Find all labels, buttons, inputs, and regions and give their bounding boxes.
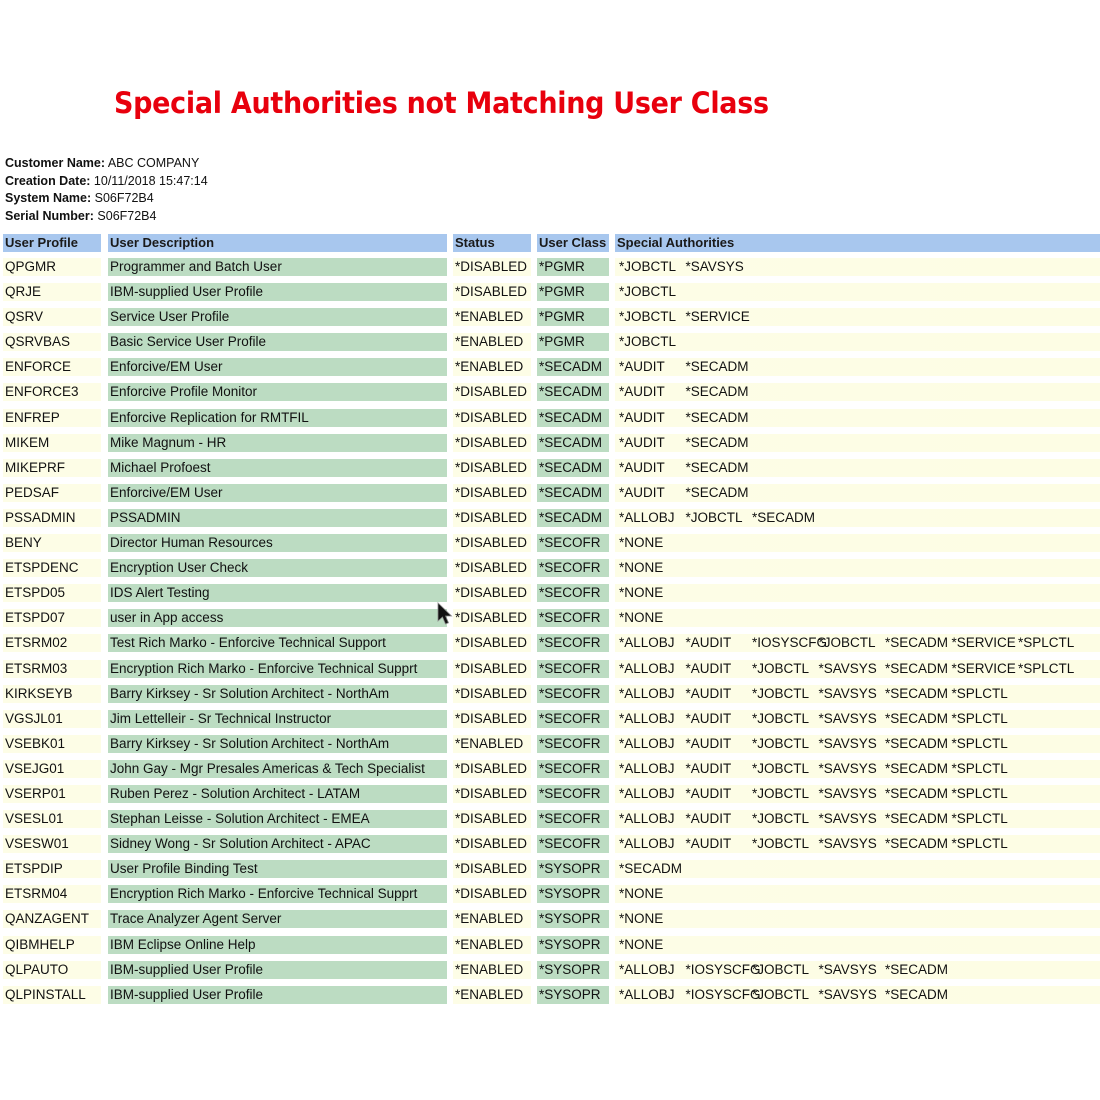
- special-authority: *SPLCTL: [951, 785, 1008, 801]
- user-class-cell: *SECOFR: [537, 609, 609, 627]
- status-cell: *DISABLED: [453, 258, 531, 276]
- user-description-cell: Barry Kirksey - Sr Solution Architect - NorthAm: [108, 685, 447, 703]
- user-profile-cell: ETSRM03: [3, 660, 101, 678]
- user-profile-cell: ETSRM04: [3, 885, 101, 903]
- special-authority: *JOBCTL: [685, 509, 743, 525]
- user-profile-cell: VSERP01: [3, 785, 101, 803]
- special-authorities-cell: [615, 559, 1100, 577]
- status-cell: *DISABLED: [453, 885, 531, 903]
- special-authority: *AUDIT: [619, 484, 665, 500]
- table-row: [0, 884, 1100, 909]
- special-authority: *AUDIT: [685, 635, 732, 651]
- user-profile-cell: QANZAGENT: [3, 910, 101, 928]
- user-class-cell: *PGMR: [537, 283, 609, 301]
- status-cell: *ENABLED: [453, 308, 531, 326]
- table-row: [0, 809, 1100, 834]
- special-authority: *NONE: [619, 560, 664, 576]
- special-authority: *AUDIT: [685, 660, 732, 676]
- special-authorities-cell: [615, 609, 1100, 627]
- status-cell: *DISABLED: [453, 534, 531, 552]
- status-cell: *DISABLED: [453, 383, 531, 401]
- special-authority: *AUDIT: [685, 760, 732, 776]
- special-authority: *SECADM: [685, 484, 749, 500]
- user-profile-cell: QLPAUTO: [3, 961, 101, 979]
- special-authority: *JOBCTL: [619, 309, 677, 325]
- special-authority: *SAVSYS: [818, 785, 877, 801]
- table-row: [0, 433, 1100, 458]
- special-authority: *AUDIT: [619, 434, 665, 450]
- special-authority: *ALLOBJ: [619, 961, 675, 977]
- user-description-cell: IBM-supplied User Profile: [108, 961, 447, 979]
- special-authorities-cell: [615, 534, 1100, 552]
- special-authorities-cell: [615, 484, 1100, 502]
- status-cell: *DISABLED: [453, 860, 531, 878]
- user-class-cell: *SYSOPR: [537, 885, 609, 903]
- special-authority: *SAVSYS: [818, 710, 877, 726]
- creation-date-value: 10/11/2018 15:47:14: [93, 173, 208, 188]
- user-description-cell: User Profile Binding Test: [108, 860, 447, 878]
- user-description-cell: Enforcive/EM User: [108, 358, 447, 376]
- special-authority: *SECADM: [685, 434, 749, 450]
- user-class-cell: *SECADM: [537, 383, 609, 401]
- special-authority: *SECADM: [685, 409, 749, 425]
- user-profile-cell: ENFORCE: [3, 358, 101, 376]
- special-authority: *IOSYSCFG: [752, 635, 828, 651]
- column-header-user-description: User Description: [108, 234, 447, 252]
- user-class-cell: *SECADM: [537, 484, 609, 502]
- status-cell: *DISABLED: [453, 710, 531, 728]
- user-description-cell: Stephan Leisse - Solution Architect - EMEA: [108, 810, 447, 828]
- table-header-row: [0, 234, 1100, 257]
- user-class-cell: *SECOFR: [537, 785, 609, 803]
- special-authority: *SECADM: [885, 760, 949, 776]
- special-authority: *AUDIT: [685, 785, 732, 801]
- special-authority: *SAVSYS: [818, 760, 877, 776]
- user-profile-cell: VSESL01: [3, 810, 101, 828]
- serial-number: [5, 208, 208, 226]
- user-description-cell: Service User Profile: [108, 308, 447, 326]
- special-authorities-cell: [615, 810, 1100, 828]
- special-authorities-cell: [615, 258, 1100, 276]
- user-description-cell: IBM-supplied User Profile: [108, 283, 447, 301]
- special-authorities-cell: [615, 459, 1100, 477]
- system-name-value: S06F72B4: [94, 191, 154, 205]
- special-authority: *ALLOBJ: [619, 986, 675, 1002]
- special-authorities-cell: [615, 785, 1100, 803]
- special-authority: *SECADM: [752, 509, 816, 525]
- special-authorities-cell: [615, 860, 1100, 878]
- special-authority: *JOBCTL: [752, 660, 810, 676]
- table-row: [0, 483, 1100, 508]
- special-authority: *ALLOBJ: [619, 660, 675, 676]
- user-profile-cell: ETSRM02: [3, 634, 101, 652]
- user-description-cell: IBM-supplied User Profile: [108, 986, 447, 1004]
- user-profile-cell: QIBMHELP: [3, 936, 101, 954]
- user-class-cell: *SECOFR: [537, 810, 609, 828]
- user-class-cell: *SECOFR: [537, 534, 609, 552]
- special-authorities-cell: [615, 986, 1100, 1004]
- special-authority: *SECADM: [885, 660, 949, 676]
- special-authority: *SECADM: [885, 685, 949, 701]
- user-class-cell: *SYSOPR: [537, 910, 609, 928]
- special-authority: *AUDIT: [685, 710, 732, 726]
- status-cell: *DISABLED: [453, 609, 531, 627]
- column-header-special-authorities: Special Authorities: [615, 234, 1100, 252]
- user-profile-cell: ETSPD07: [3, 609, 101, 627]
- status-cell: *DISABLED: [453, 434, 531, 452]
- special-authority: *SECADM: [685, 359, 749, 375]
- user-class-cell: *SECOFR: [537, 710, 609, 728]
- user-description-cell: Director Human Resources: [108, 534, 447, 552]
- special-authority: *SAVSYS: [818, 961, 877, 977]
- special-authority: *AUDIT: [685, 836, 732, 852]
- status-cell: *DISABLED: [453, 810, 531, 828]
- special-authority: *AUDIT: [619, 459, 665, 475]
- special-authority: *AUDIT: [685, 811, 732, 827]
- user-description-cell: Enforcive/EM User: [108, 484, 447, 502]
- special-authority: *ALLOBJ: [619, 685, 675, 701]
- special-authority: *JOBCTL: [752, 811, 810, 827]
- user-description-cell: Jim Lettelleir - Sr Technical Instructor: [108, 710, 447, 728]
- special-authority: *JOBCTL: [752, 760, 810, 776]
- user-description-cell: IDS Alert Testing: [108, 584, 447, 602]
- special-authority: *ALLOBJ: [619, 735, 675, 751]
- table-row: [0, 734, 1100, 759]
- user-class-cell: *PGMR: [537, 308, 609, 326]
- user-description-cell: Mike Magnum - HR: [108, 434, 447, 452]
- special-authority: *ALLOBJ: [619, 836, 675, 852]
- user-class-cell: *SECOFR: [537, 660, 609, 678]
- special-authority: *SPLCTL: [951, 836, 1008, 852]
- special-authority: *NONE: [619, 886, 664, 902]
- system-name: [5, 190, 208, 208]
- special-authority: *ALLOBJ: [619, 710, 675, 726]
- report-metadata: [5, 155, 208, 225]
- special-authority: *SPLCTL: [1018, 635, 1075, 651]
- special-authorities-cell: [615, 835, 1100, 853]
- user-description-cell: user in App access: [108, 609, 447, 627]
- status-cell: *DISABLED: [453, 835, 531, 853]
- serial-number-label: Serial Number:: [5, 208, 94, 223]
- status-cell: *ENABLED: [453, 358, 531, 376]
- special-authorities-cell: [615, 434, 1100, 452]
- user-description-cell: Encryption User Check: [108, 559, 447, 577]
- table-row: [0, 659, 1100, 684]
- user-description-cell: Encryption Rich Marko - Enforcive Technical Supprt: [108, 885, 447, 903]
- special-authority: *SECADM: [885, 710, 949, 726]
- special-authority: *JOBCTL: [752, 961, 810, 977]
- status-cell: *DISABLED: [453, 634, 531, 652]
- special-authority: *NONE: [619, 911, 664, 927]
- user-class-cell: *SECOFR: [537, 760, 609, 778]
- special-authority: *ALLOBJ: [619, 760, 675, 776]
- user-description-cell: Michael Profoest: [108, 459, 447, 477]
- user-profile-cell: VSEBK01: [3, 735, 101, 753]
- user-profile-cell: QLPINSTALL: [3, 986, 101, 1004]
- status-cell: *DISABLED: [453, 459, 531, 477]
- special-authority: *IOSYSCFG: [685, 986, 761, 1002]
- special-authority: *JOBCTL: [752, 710, 810, 726]
- table-row: [0, 759, 1100, 784]
- user-class-cell: *SECADM: [537, 409, 609, 427]
- user-class-cell: *SECOFR: [537, 735, 609, 753]
- special-authorities-cell: [615, 936, 1100, 954]
- user-profile-cell: QPGMR: [3, 258, 101, 276]
- user-profile-cell: ETSPD05: [3, 584, 101, 602]
- status-cell: *ENABLED: [453, 961, 531, 979]
- user-class-cell: *SYSOPR: [537, 961, 609, 979]
- special-authority: *SECADM: [885, 635, 949, 651]
- status-cell: *ENABLED: [453, 333, 531, 351]
- special-authorities-cell: [615, 283, 1100, 301]
- special-authority: *SAVSYS: [818, 811, 877, 827]
- special-authority: *JOBCTL: [619, 284, 677, 300]
- status-cell: *DISABLED: [453, 660, 531, 678]
- user-profile-cell: VGSJL01: [3, 710, 101, 728]
- table-row: [0, 608, 1100, 633]
- table-body: [0, 257, 1100, 1010]
- serial-number-value: S06F72B4: [97, 208, 157, 223]
- special-authority: *JOBCTL: [752, 685, 810, 701]
- status-cell: *DISABLED: [453, 484, 531, 502]
- user-description-cell: Enforcive Replication for RMTFIL: [108, 409, 447, 427]
- special-authority: *AUDIT: [685, 735, 732, 751]
- special-authority: *JOBCTL: [619, 259, 677, 274]
- special-authorities-cell: [615, 308, 1100, 326]
- table-row: [0, 633, 1100, 658]
- user-class-cell: *SYSOPR: [537, 860, 609, 878]
- status-cell: *ENABLED: [453, 986, 531, 1004]
- table-row: [0, 859, 1100, 884]
- special-authority: *SECADM: [885, 986, 949, 1002]
- user-profile-cell: ENFORCE3: [3, 383, 101, 401]
- special-authorities-cell: [615, 509, 1100, 527]
- table-row: [0, 709, 1100, 734]
- status-cell: *DISABLED: [453, 584, 531, 602]
- special-authority: *SECADM: [685, 384, 749, 400]
- special-authority: *NONE: [619, 610, 664, 626]
- table-row: [0, 935, 1100, 960]
- special-authority: *SAVSYS: [818, 685, 877, 701]
- customer-name-label: Customer Name:: [5, 156, 106, 170]
- status-cell: *DISABLED: [453, 409, 531, 427]
- table-row: [0, 834, 1100, 859]
- special-authority: *SAVSYS: [818, 660, 877, 676]
- system-name-label: System Name:: [5, 191, 92, 205]
- user-profile-cell: MIKEPRF: [3, 459, 101, 477]
- status-cell: *ENABLED: [453, 936, 531, 954]
- special-authority: *SERVICE: [951, 660, 1016, 676]
- special-authority: *JOBCTL: [752, 836, 810, 852]
- special-authority: *NONE: [619, 535, 664, 551]
- special-authority: *SPLCTL: [951, 735, 1008, 751]
- user-description-cell: Sidney Wong - Sr Solution Architect - APAC: [108, 835, 447, 853]
- user-class-cell: *SECOFR: [537, 584, 609, 602]
- status-cell: *DISABLED: [453, 509, 531, 527]
- user-description-cell: Enforcive Profile Monitor: [108, 383, 447, 401]
- column-header-user-class: User Class: [537, 234, 609, 252]
- special-authority: *SPLCTL: [951, 760, 1008, 776]
- table-row: [0, 357, 1100, 382]
- customer-name: [5, 155, 208, 173]
- user-profile-cell: ENFREP: [3, 409, 101, 427]
- table-row: [0, 960, 1100, 985]
- special-authority: *JOBCTL: [752, 785, 810, 801]
- user-description-cell: Test Rich Marko - Enforcive Technical Support: [108, 634, 447, 652]
- special-authority: *SAVSYS: [818, 986, 877, 1002]
- customer-name-value: ABC COMPANY: [107, 156, 200, 170]
- user-class-cell: *SECADM: [537, 459, 609, 477]
- special-authority: *JOBCTL: [752, 986, 810, 1002]
- user-profile-cell: PSSADMIN: [3, 509, 101, 527]
- special-authority: *ALLOBJ: [619, 811, 675, 827]
- special-authority: *SECADM: [885, 735, 949, 751]
- special-authority: *SAVSYS: [818, 836, 877, 852]
- status-cell: *DISABLED: [453, 283, 531, 301]
- column-header-status: Status: [453, 234, 531, 252]
- user-class-cell: *SECADM: [537, 434, 609, 452]
- table-row: [0, 408, 1100, 433]
- mouse-pointer-icon: [437, 602, 453, 626]
- user-profile-cell: ETSPDIP: [3, 860, 101, 878]
- table-row: [0, 684, 1100, 709]
- special-authority: *ALLOBJ: [619, 785, 675, 801]
- user-class-cell: *SECOFR: [537, 835, 609, 853]
- user-profile-cell: QRJE: [3, 283, 101, 301]
- table-row: [0, 558, 1100, 583]
- special-authority: *JOBCTL: [619, 334, 677, 350]
- special-authority: *IOSYSCFG: [685, 961, 761, 977]
- special-authority: *SPLCTL: [951, 710, 1008, 726]
- creation-date: [5, 173, 208, 191]
- special-authorities-cell: [615, 710, 1100, 728]
- table-row: [0, 382, 1100, 407]
- special-authority: *SECADM: [885, 836, 949, 852]
- special-authority: *JOBCTL: [752, 735, 810, 751]
- report-title: Special Authorities not Matching User Class: [114, 86, 769, 120]
- special-authority: *SERVICE: [951, 635, 1016, 651]
- table-row: [0, 985, 1100, 1010]
- special-authority: *ALLOBJ: [619, 635, 675, 651]
- special-authorities-cell: [615, 685, 1100, 703]
- special-authority: *ALLOBJ: [619, 509, 675, 525]
- special-authority: *SECADM: [619, 861, 683, 877]
- user-class-cell: *PGMR: [537, 333, 609, 351]
- table-row: [0, 257, 1100, 282]
- special-authorities-cell: [615, 634, 1100, 652]
- special-authorities-cell: [615, 760, 1100, 778]
- user-description-cell: IBM Eclipse Online Help: [108, 936, 447, 954]
- special-authority: *AUDIT: [619, 384, 665, 400]
- special-authorities-cell: [615, 358, 1100, 376]
- user-description-cell: Trace Analyzer Agent Server: [108, 910, 447, 928]
- status-cell: *ENABLED: [453, 910, 531, 928]
- special-authority: *SPLCTL: [951, 811, 1008, 827]
- special-authority: *SECADM: [885, 961, 949, 977]
- user-profile-cell: BENY: [3, 534, 101, 552]
- column-header-user-profile: User Profile: [3, 234, 101, 252]
- special-authority: *AUDIT: [619, 359, 665, 375]
- special-authorities-cell: [615, 961, 1100, 979]
- user-description-cell: John Gay - Mgr Presales Americas & Tech Specialist: [108, 760, 447, 778]
- user-profile-cell: PEDSAF: [3, 484, 101, 502]
- special-authority: *AUDIT: [619, 409, 665, 425]
- status-cell: *DISABLED: [453, 785, 531, 803]
- table-row: [0, 583, 1100, 608]
- user-class-cell: *SECADM: [537, 509, 609, 527]
- table-row: [0, 458, 1100, 483]
- special-authority: *SPLCTL: [1018, 660, 1075, 676]
- user-class-cell: *PGMR: [537, 258, 609, 276]
- special-authority: *SAVSYS: [818, 735, 877, 751]
- table-row: [0, 332, 1100, 357]
- special-authorities-cell: [615, 735, 1100, 753]
- user-class-cell: *SECOFR: [537, 685, 609, 703]
- special-authority: *NONE: [619, 936, 664, 952]
- special-authorities-cell: [615, 409, 1100, 427]
- table-row: [0, 508, 1100, 533]
- special-authority: *SECADM: [885, 811, 949, 827]
- status-cell: *DISABLED: [453, 559, 531, 577]
- special-authorities-cell: [615, 660, 1100, 678]
- status-cell: *ENABLED: [453, 735, 531, 753]
- user-class-cell: *SECOFR: [537, 559, 609, 577]
- special-authority: *AUDIT: [685, 685, 732, 701]
- user-class-cell: *SYSOPR: [537, 936, 609, 954]
- user-profile-cell: KIRKSEYB: [3, 685, 101, 703]
- special-authority: *SPLCTL: [951, 685, 1008, 701]
- status-cell: *DISABLED: [453, 685, 531, 703]
- special-authority: *SAVSYS: [685, 259, 744, 274]
- table-row: [0, 282, 1100, 307]
- table-row: [0, 909, 1100, 934]
- special-authorities-cell: [615, 383, 1100, 401]
- user-class-cell: *SYSOPR: [537, 986, 609, 1004]
- user-description-cell: Ruben Perez - Solution Architect - LATAM: [108, 785, 447, 803]
- special-authority: *SECADM: [885, 785, 949, 801]
- user-profile-cell: ETSPDENC: [3, 559, 101, 577]
- special-authorities-cell: [615, 910, 1100, 928]
- user-profile-cell: QSRVBAS: [3, 333, 101, 351]
- table-row: [0, 784, 1100, 809]
- user-profile-cell: MIKEM: [3, 434, 101, 452]
- special-authority: *JOBCTL: [818, 635, 876, 651]
- authorities-table: [0, 234, 1100, 1010]
- user-description-cell: PSSADMIN: [108, 509, 447, 527]
- status-cell: *DISABLED: [453, 760, 531, 778]
- table-row: [0, 307, 1100, 332]
- user-class-cell: *SECOFR: [537, 634, 609, 652]
- user-description-cell: Barry Kirksey - Sr Solution Architect - NorthAm: [108, 735, 447, 753]
- creation-date-label: Creation Date:: [5, 173, 91, 188]
- user-profile-cell: VSEJG01: [3, 760, 101, 778]
- special-authority: *SERVICE: [685, 309, 750, 325]
- special-authority: *SECADM: [685, 459, 749, 475]
- user-profile-cell: QSRV: [3, 308, 101, 326]
- special-authorities-cell: [615, 885, 1100, 903]
- user-description-cell: Basic Service User Profile: [108, 333, 447, 351]
- table-row: [0, 533, 1100, 558]
- special-authority: *NONE: [619, 585, 664, 601]
- special-authorities-cell: [615, 584, 1100, 602]
- user-class-cell: *SECADM: [537, 358, 609, 376]
- user-profile-cell: VSESW01: [3, 835, 101, 853]
- special-authorities-cell: [615, 333, 1100, 351]
- user-description-cell: Encryption Rich Marko - Enforcive Technical Supprt: [108, 660, 447, 678]
- user-description-cell: Programmer and Batch User: [108, 258, 447, 276]
